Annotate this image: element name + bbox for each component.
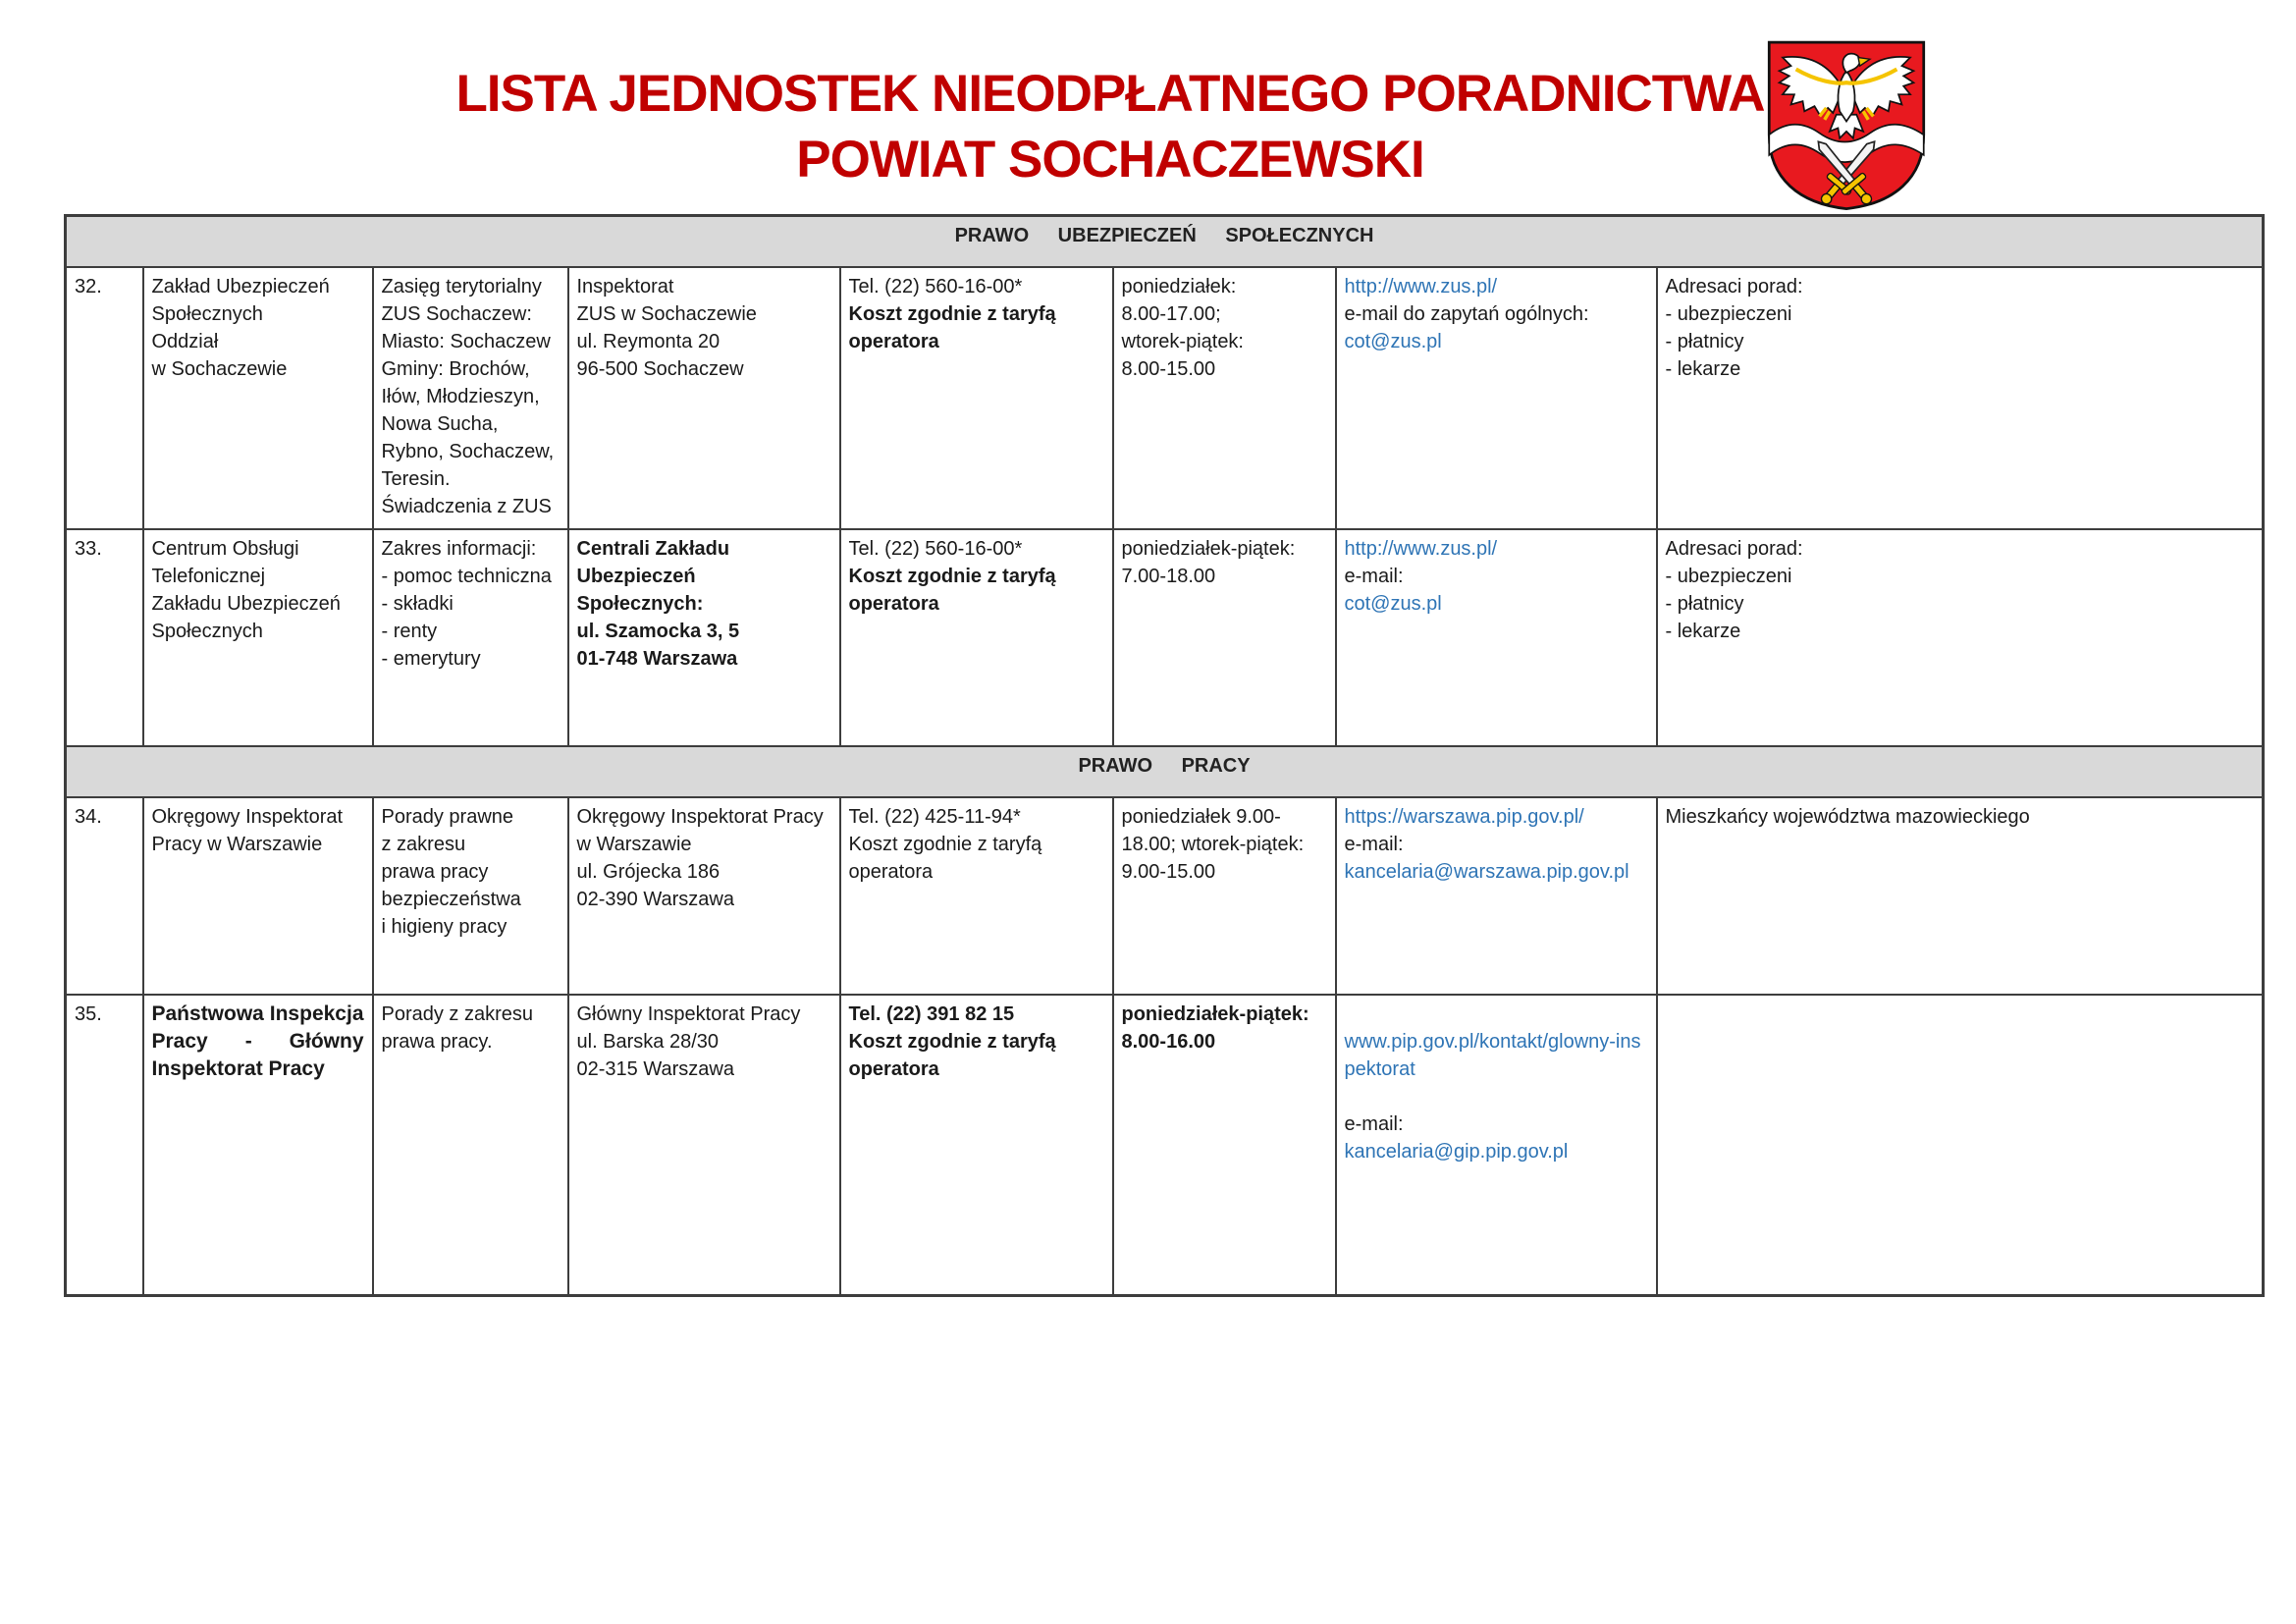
cell-contact <box>1336 267 1657 529</box>
cell-phone <box>840 995 1113 1296</box>
address-line: 02-390 Warszawa <box>576 888 734 910</box>
section-row-1 <box>66 216 2264 267</box>
cell-contact <box>1336 797 1657 995</box>
cell-scope <box>373 267 568 529</box>
hours-line: poniedziałek-piątek: <box>1121 1002 1309 1025</box>
hours-line: 8.00-16.00 <box>1121 1030 1216 1053</box>
cell-hours <box>1113 529 1336 746</box>
address-line: w Warszawie <box>576 833 692 855</box>
hours-line: 8.00-15.00 <box>1121 357 1216 380</box>
scope-line: prawa pracy. <box>381 1030 493 1053</box>
hours-line: poniedziałek: <box>1121 275 1237 298</box>
scope-line: Świadczenia z ZUS <box>381 495 552 517</box>
blank-line <box>1345 1001 1648 1028</box>
name-line: w Sochaczewie <box>151 357 288 380</box>
unit-row-34 <box>66 797 2264 995</box>
cell-hours <box>1113 797 1336 995</box>
phone-line: Koszt zgodnie z taryfą <box>848 302 1056 325</box>
cell-address <box>568 797 840 995</box>
scope-line: z zakresu <box>381 833 466 855</box>
scope-line: Nowa Sucha, <box>381 412 499 435</box>
name-line: Okręgowy Inspektorat <box>151 805 344 828</box>
scope-line: Rybno, Sochaczew, <box>381 440 555 462</box>
address-line: ul. Grójecka 186 <box>576 860 721 883</box>
scope-line: Miasto: Sochaczew <box>381 330 551 352</box>
scope-line: - renty <box>381 620 438 642</box>
address-line: 02-315 Warszawa <box>576 1057 734 1080</box>
scope-line: Teresin. <box>381 467 451 490</box>
phone-line: Koszt zgodnie z taryfą <box>848 1030 1056 1053</box>
scope-line: Gminy: Brochów, <box>381 357 530 380</box>
cell-scope <box>373 529 568 746</box>
unit-row-33 <box>66 529 2264 746</box>
row-number: 35. <box>66 995 143 1296</box>
scope-line: Porady prawne <box>381 805 514 828</box>
address-line: Inspektorat <box>576 275 674 298</box>
hyperlink[interactable]: kancelaria@gip.pip.gov.pl <box>1344 1140 1569 1163</box>
unit-row-32 <box>66 267 2264 529</box>
cell-scope <box>373 797 568 995</box>
hours-line: wtorek-piątek: <box>1121 330 1244 352</box>
cell-audience <box>1657 529 2264 746</box>
address-line: 01-748 Warszawa <box>576 647 738 670</box>
hyperlink[interactable]: cot@zus.pl <box>1344 330 1442 352</box>
hyperlink[interactable]: https://warszawa.pip.gov.pl/ <box>1344 805 1584 828</box>
coat-of-arms-shield <box>1759 37 1934 212</box>
scope-line: - pomoc techniczna <box>381 565 552 587</box>
cell-address <box>568 267 840 529</box>
audience-line: - płatnicy <box>1665 592 1744 615</box>
audience-line: - ubezpieczeni <box>1665 565 1792 587</box>
contact-line: e-mail: <box>1344 1112 1404 1135</box>
name-line: Społecznych <box>151 620 263 642</box>
audience-line: - płatnicy <box>1665 330 1744 352</box>
section-row-2 <box>66 746 2264 797</box>
cell-contact <box>1336 529 1657 746</box>
hours-line: 7.00-18.00 <box>1121 565 1216 587</box>
address-line: Centrali Zakładu <box>576 537 730 560</box>
name-line: Zakładu Ubezpieczeń <box>151 592 341 615</box>
address-line: 96-500 Sochaczew <box>576 357 744 380</box>
audience-line: - lekarze <box>1665 620 1741 642</box>
cell-audience <box>1657 995 2264 1296</box>
hyperlink[interactable]: www.pip.gov.pl/kontakt/glowny-inspektorat <box>1344 1030 1641 1080</box>
hyperlink[interactable]: kancelaria@warszawa.pip.gov.pl <box>1344 860 1629 883</box>
document-title-line-1: LISTA JEDNOSTEK NIEODPŁATNEGO PORADNICTWA <box>455 65 1765 123</box>
name-line: Telefonicznej <box>151 565 266 587</box>
address-line: Główny Inspektorat Pracy <box>576 1002 801 1025</box>
name-line: Pracy w Warszawie <box>151 833 323 855</box>
name-line: Społecznych <box>151 302 263 325</box>
cell-address <box>568 529 840 746</box>
hours-line: poniedziałek 9.00- <box>1121 805 1281 828</box>
address-line: ul. Barska 28/30 <box>576 1030 720 1053</box>
address-line: Społecznych: <box>576 592 704 615</box>
row-number: 32. <box>66 267 143 529</box>
coat-of-arms <box>1759 37 1934 212</box>
audience-line: - ubezpieczeni <box>1665 302 1792 325</box>
section-header-2: PRAWO PRACY <box>66 746 2264 797</box>
audience-line: Mieszkańcy województwa mazowieckiego <box>1665 805 2030 828</box>
cell-phone <box>840 797 1113 995</box>
section-header-1: PRAWO UBEZPIECZEŃ SPOŁECZNYCH <box>66 216 2264 267</box>
phone-line: operatora <box>848 1057 939 1080</box>
cell-hours <box>1113 995 1336 1296</box>
audience-line: - lekarze <box>1665 357 1741 380</box>
phone-line: Tel. (22) 425-11-94* <box>848 805 1021 828</box>
cell-phone <box>840 267 1113 529</box>
cell-scope <box>373 995 568 1296</box>
scope-line: Iłów, Młodzieszyn, <box>381 385 540 407</box>
scope-line: - emerytury <box>381 647 481 670</box>
phone-line: Tel. (22) 560-16-00* <box>848 275 1023 298</box>
row-number: 33. <box>66 529 143 746</box>
scope-line: Zasięg terytorialny <box>381 275 542 298</box>
hours-line: 18.00; wtorek-piątek: <box>1121 833 1305 855</box>
document-title-line-2: POWIAT SOCHACZEWSKI <box>796 131 1424 189</box>
audience-line: Adresaci porad: <box>1665 275 1803 298</box>
address-line: Okręgowy Inspektorat Pracy <box>576 805 824 828</box>
row-number: 34. <box>66 797 143 995</box>
name-text: Państwowa Inspekcja Pracy - Główny Inspektorat Pracy <box>151 1001 364 1080</box>
scope-line: bezpieczeństwa <box>381 888 521 910</box>
scope-line: i higieny pracy <box>381 915 507 938</box>
cell-audience <box>1657 797 2264 995</box>
name-line: Centrum Obsługi <box>151 537 299 560</box>
hours-line: poniedziałek-piątek: <box>1121 537 1296 560</box>
phone-line: operatora <box>848 330 939 352</box>
scope-line: - składki <box>381 592 454 615</box>
address-line: ZUS w Sochaczewie <box>576 302 757 325</box>
cell-address <box>568 995 840 1296</box>
cell-phone <box>840 529 1113 746</box>
audience-line: Adresaci porad: <box>1665 537 1803 560</box>
phone-line: Tel. (22) 391 82 15 <box>848 1002 1015 1025</box>
hyperlink[interactable]: cot@zus.pl <box>1344 592 1442 615</box>
scope-line: Porady z zakresu <box>381 1002 534 1025</box>
cell-audience <box>1657 267 2264 529</box>
phone-line: operatora <box>848 592 939 615</box>
cell-contact <box>1336 995 1657 1296</box>
hours-line: 9.00-15.00 <box>1121 860 1216 883</box>
cell-name <box>143 995 373 1296</box>
contact-line: e-mail: <box>1344 565 1404 587</box>
units-table <box>64 214 2265 1297</box>
cell-name <box>143 797 373 995</box>
phone-line: operatora <box>848 860 934 883</box>
name-line: Zakład Ubezpieczeń <box>151 275 330 298</box>
hyperlink[interactable]: http://www.zus.pl/ <box>1344 537 1498 560</box>
hyperlink[interactable]: http://www.zus.pl/ <box>1344 275 1498 298</box>
cell-hours <box>1113 267 1336 529</box>
unit-row-35 <box>66 995 2264 1296</box>
name-line: Oddział <box>151 330 219 352</box>
address-line: Ubezpieczeń <box>576 565 696 587</box>
address-line: ul. Szamocka 3, 5 <box>576 620 740 642</box>
blank-line <box>1345 1083 1648 1110</box>
hours-line: 8.00-17.00; <box>1121 302 1221 325</box>
scope-line: prawa pracy <box>381 860 489 883</box>
address-line: ul. Reymonta 20 <box>576 330 721 352</box>
phone-line: Koszt zgodnie z taryfą <box>848 833 1042 855</box>
scope-line: Zakres informacji: <box>381 537 537 560</box>
phone-line: Tel. (22) 560-16-00* <box>848 537 1023 560</box>
phone-line: Koszt zgodnie z taryfą <box>848 565 1056 587</box>
cell-name <box>143 267 373 529</box>
cell-name <box>143 529 373 746</box>
contact-line: e-mail do zapytań ogólnych: <box>1344 302 1589 325</box>
scope-line: ZUS Sochaczew: <box>381 302 532 325</box>
contact-line: e-mail: <box>1344 833 1404 855</box>
